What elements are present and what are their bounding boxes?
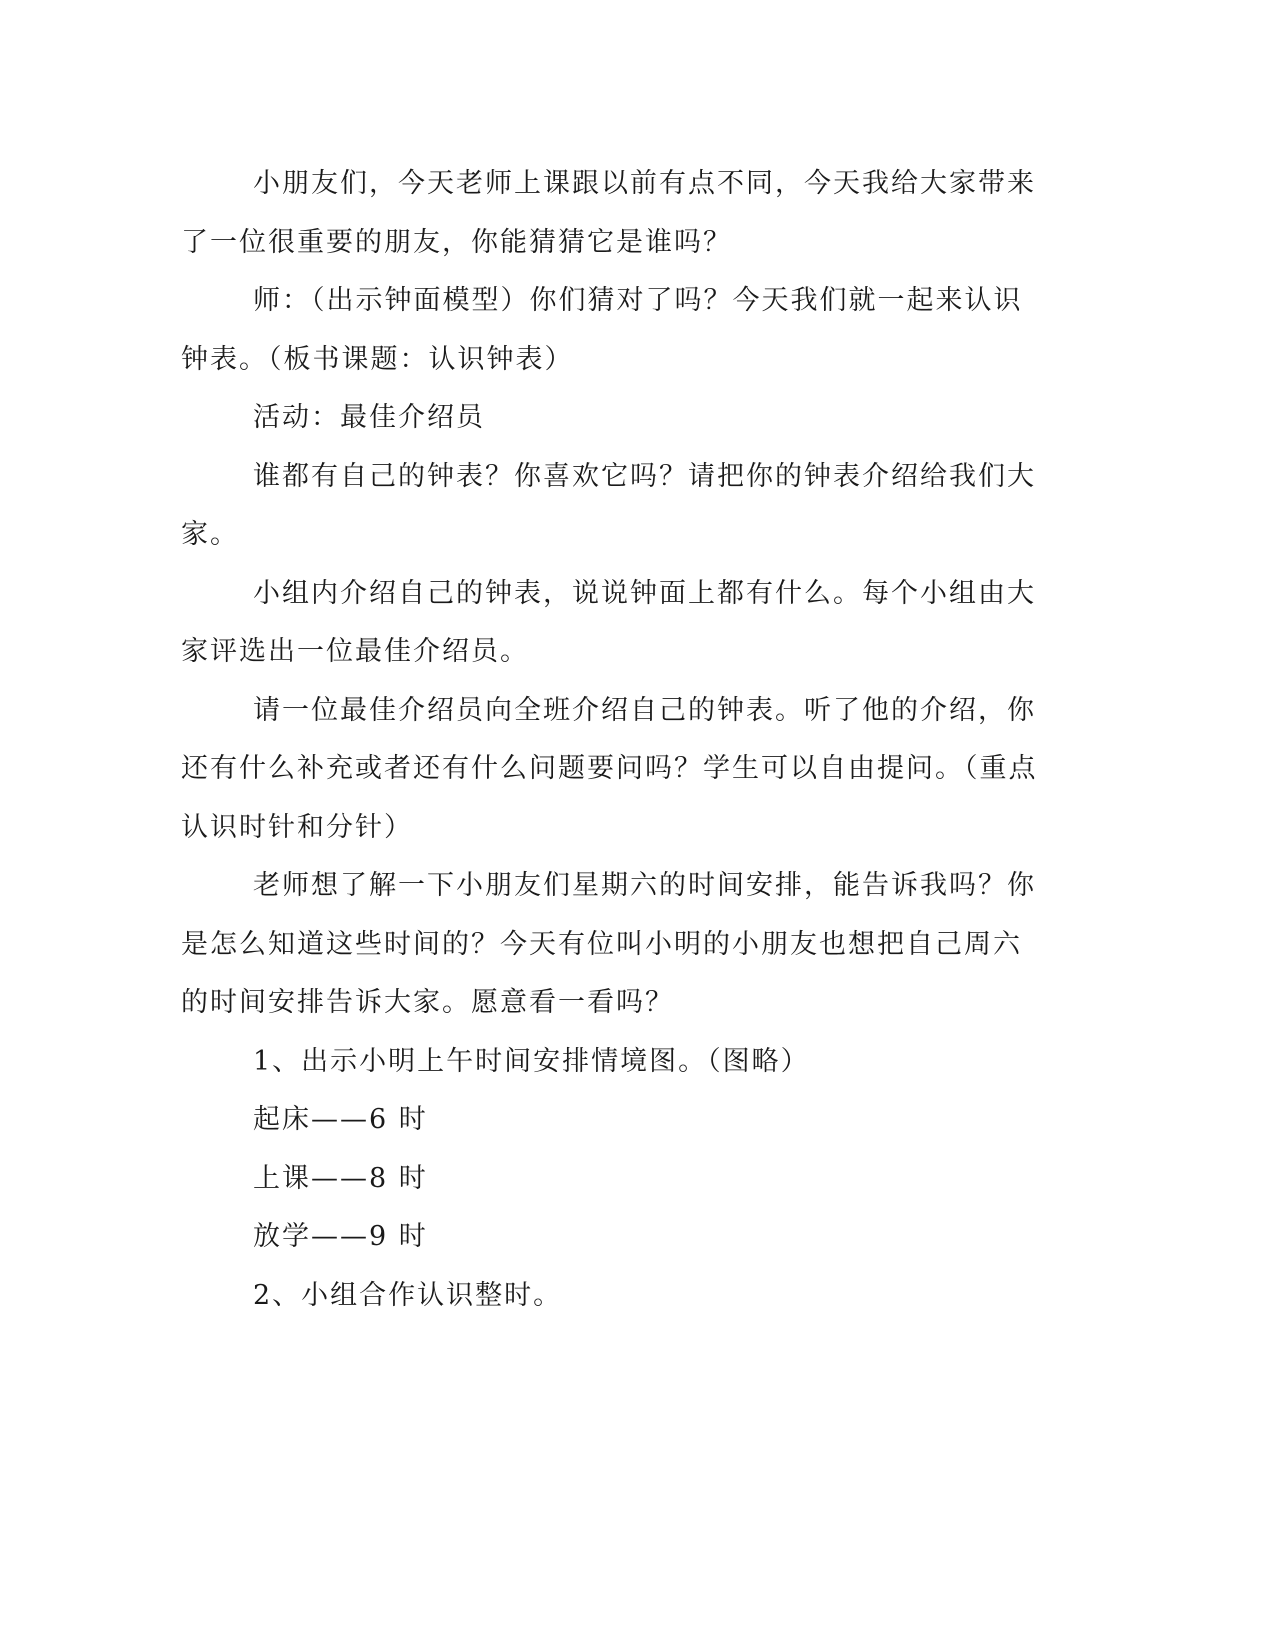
paragraph-best-introducer: 请一位最佳介绍员向全班介绍自己的钟表。听了他的介绍，你还有什么补充或者还有什么问题要问吗？学生可以自由提问。（重点认识时针和分针） (181, 694, 1038, 843)
schedule-item-dismissal: 放学——9 时 (253, 1221, 428, 1252)
paragraph-group-introduce: 小组内介绍自己的钟表，说说钟面上都有什么。每个小组由大家评选出一位最佳介绍员。 (181, 577, 1036, 667)
schedule-item-class: 上课——8 时 (253, 1162, 428, 1194)
paragraph-intro: 小朋友们，今天老师上课跟以前有点不同，今天我给大家带来了一位很重要的朋友，你能猜猜它是谁吗？ (181, 168, 1036, 258)
paragraph-saturday-schedule: 老师想了解一下小朋友们星期六的时间安排，能告诉我吗？你是怎么知道这些时间的？今天有位叫小明的小朋友也想把自己周六的时间安排告诉大家。愿意看一看吗？ (181, 870, 1036, 1018)
paragraph-teacher-clock-model: 师：（出示钟面模型）你们猜对了吗？今天我们就一起来认识钟表。（板书课题：认识钟表） (181, 285, 1023, 375)
paragraph-step-2: 2、小组合作认识整时。 (253, 1279, 563, 1311)
document-body (181, 155, 1041, 1325)
schedule-item-get-up: 起床——6 时 (253, 1104, 428, 1135)
paragraph-step-1: 1、出示小明上午时间安排情境图。（图略） (253, 1045, 810, 1077)
paragraph-who-has-clock: 谁都有自己的钟表？你喜欢它吗？请把你的钟表介绍给我们大家。 (181, 460, 1036, 550)
paragraph-activity-title: 活动：最佳介绍员 (253, 402, 485, 433)
